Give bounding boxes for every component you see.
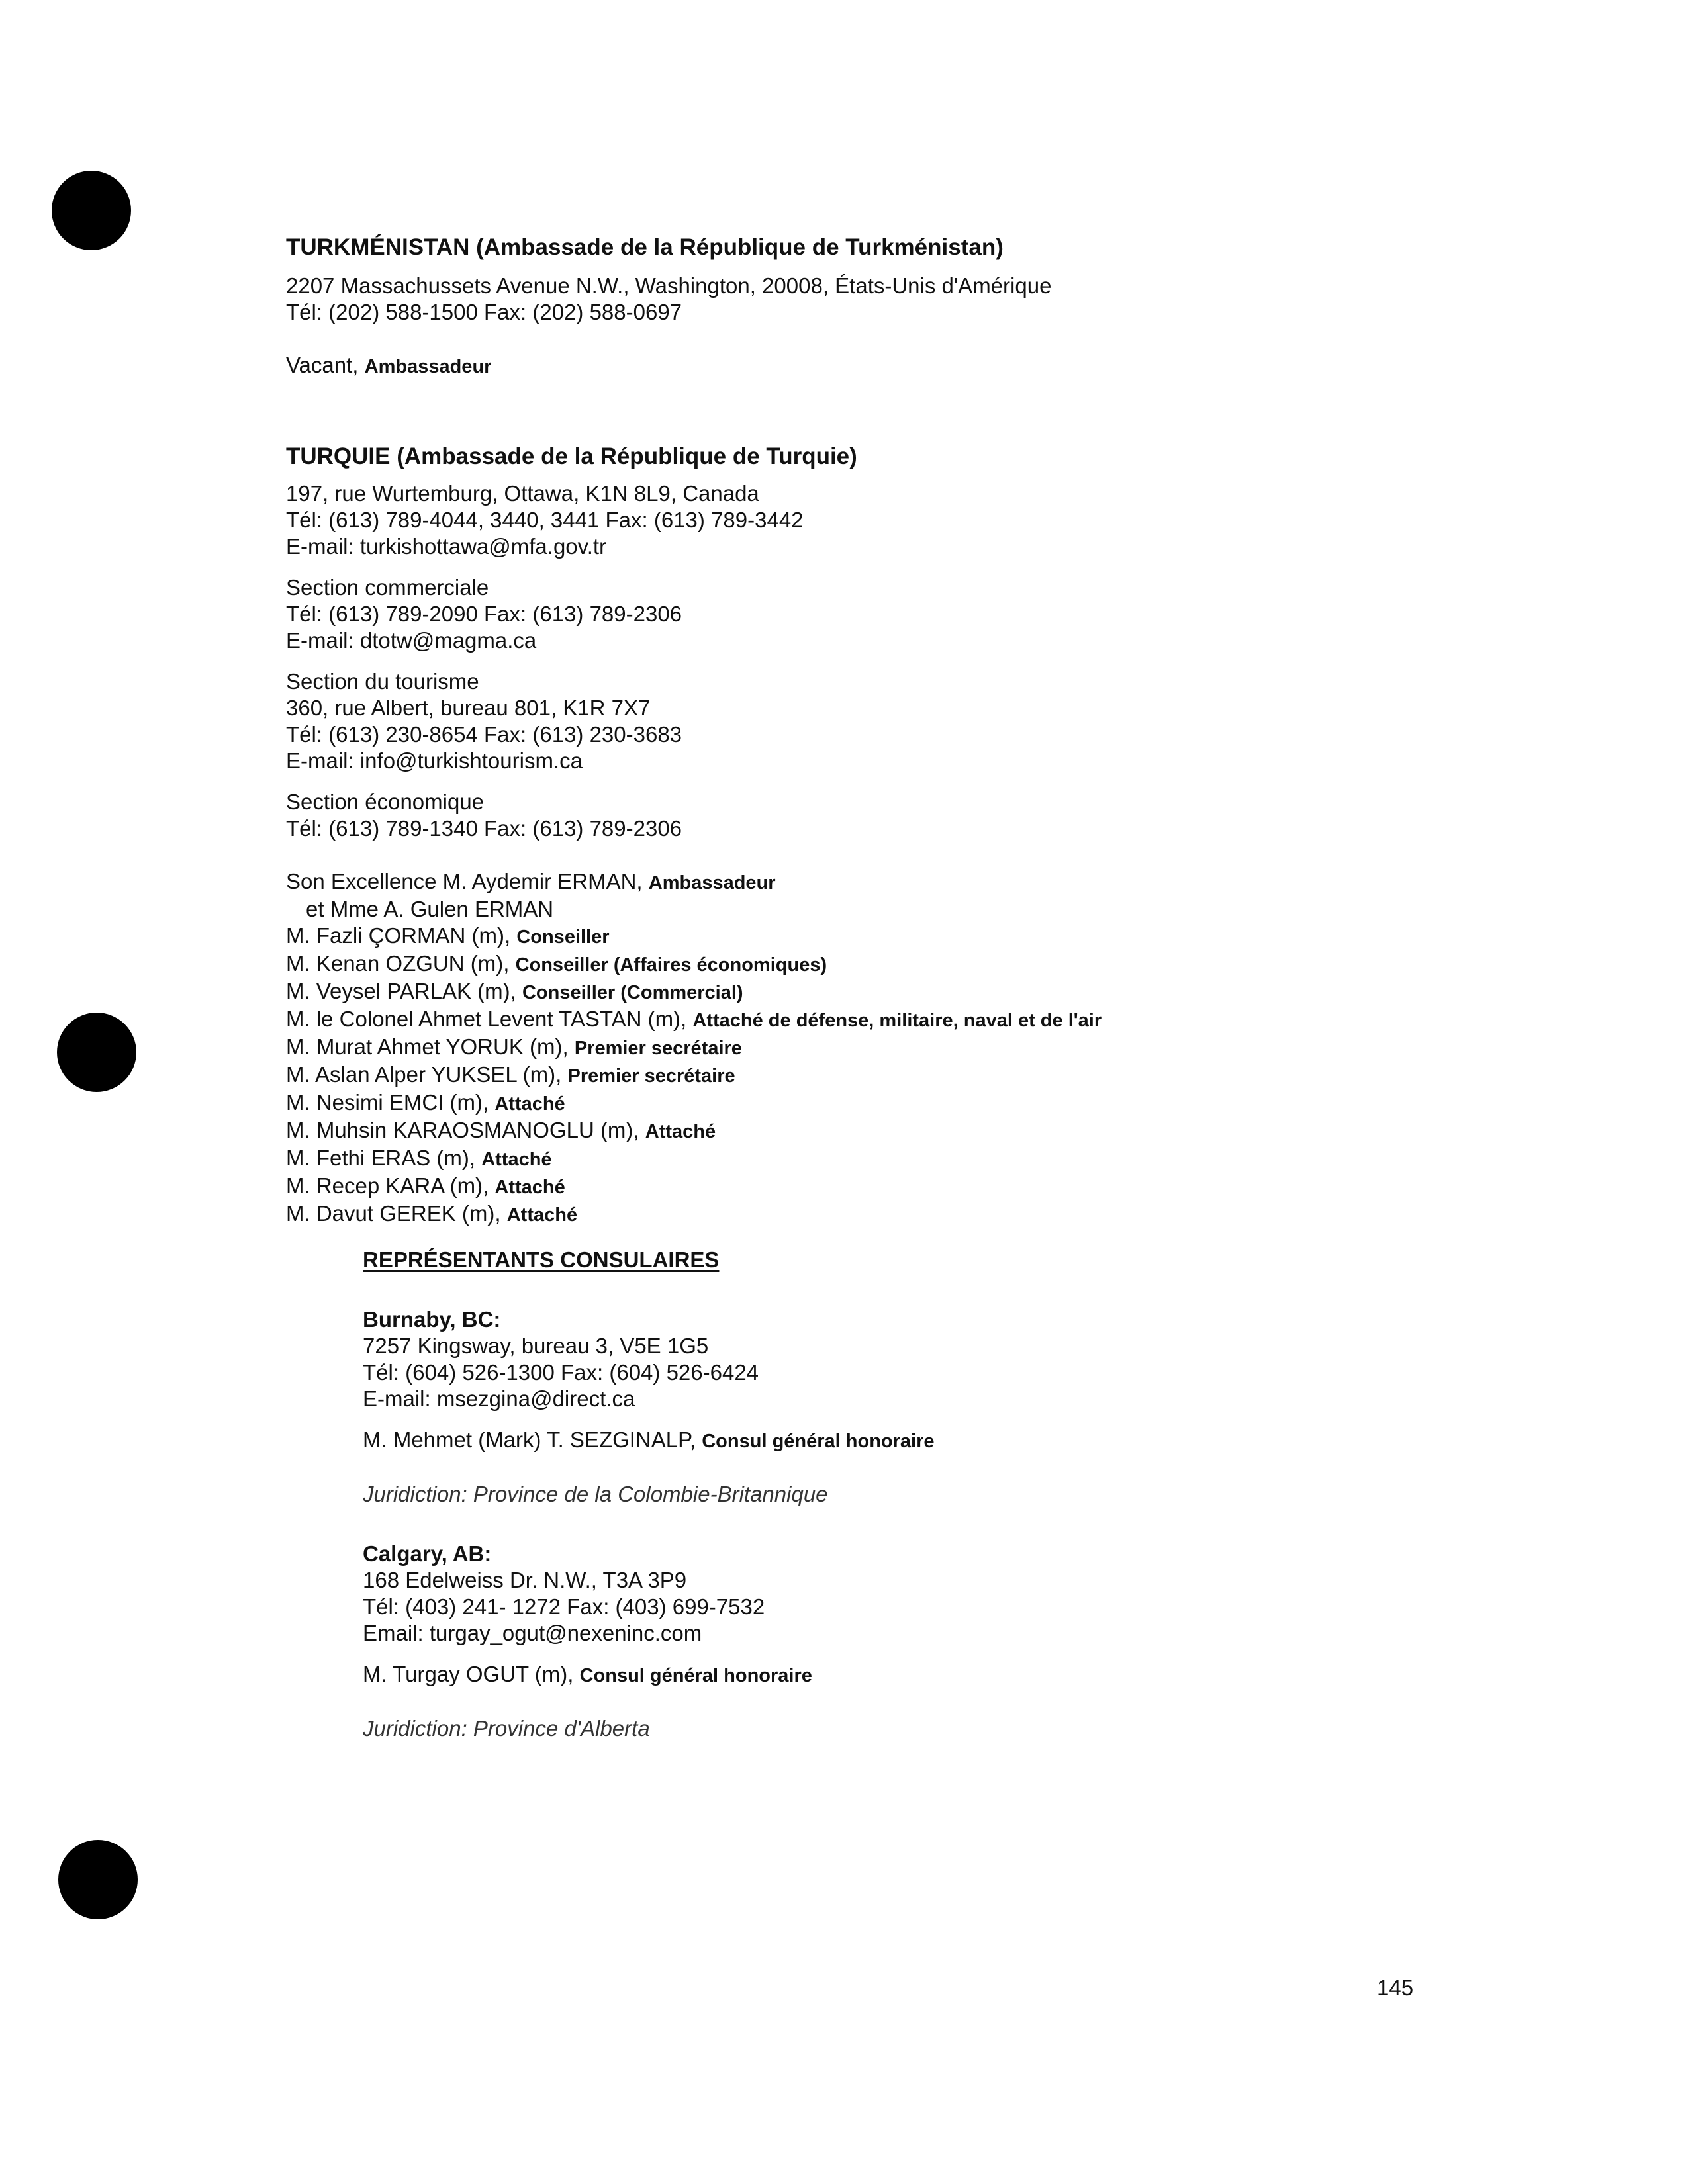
section-commerciale [286,574,1610,654]
burnaby-city: Burnaby, BC: [363,1307,501,1332]
turkmenistan-phone: Tél: (202) 588-1500 Fax: (202) 588-0697 [286,300,682,324]
burnaby-consul [363,1427,1620,1455]
burnaby-address: 7257 Kingsway, bureau 3, V5E 1G5 [363,1334,709,1358]
calgary-phone: Tél: (403) 241- 1272 Fax: (403) 699-7532 [363,1594,765,1619]
staff-item [286,1201,1610,1228]
staff-item [286,1117,1610,1145]
turquie-email: E-mail: turkishottawa@mfa.gov.tr [286,534,607,559]
ambassador-name: Vacant, [286,353,359,377]
ambassador-title: Ambassadeur [364,356,492,377]
section-line: Section du tourisme [286,669,479,694]
calgary-address: 168 Edelweiss Dr. N.W., T3A 3P9 [363,1568,687,1592]
section-line: Tél: (613) 789-1340 Fax: (613) 789-2306 [286,816,682,841]
staff-name: Son Excellence M. Aydemir ERMAN, [286,869,643,893]
staff-item [286,1006,1610,1034]
staff-title: Attaché [494,1177,565,1198]
staff-title: Ambassadeur [648,872,776,893]
staff-name: M. Aslan Alper YUKSEL (m), [286,1062,562,1087]
turkmenistan-address: 2207 Massachussets Avenue N.W., Washington, 20008, États-Unis d'Amérique [286,273,1052,298]
burnaby-phone: Tél: (604) 526-1300 Fax: (604) 526-6424 [363,1360,759,1385]
calgary-block [363,1541,1620,1742]
consul-name: M. Turgay OGUT (m), [363,1662,574,1686]
staff-item [286,1062,1610,1089]
burnaby-email: E-mail: msezgina@direct.ca [363,1387,635,1411]
staff-item [286,868,1610,896]
staff-title: Premier secrétaire [567,1066,735,1087]
section-line: Tél: (613) 789-2090 Fax: (613) 789-2306 [286,602,682,626]
binder-hole-top [52,171,131,250]
section-tourisme [286,668,1610,774]
staff-title: Conseiller (Affaires économiques) [515,954,827,976]
turkmenistan-ambassador [286,352,1610,380]
staff-name: M. Kenan OZGUN (m), [286,951,510,976]
binder-hole-bottom [58,1840,138,1919]
staff-name: M. Fazli ÇORMAN (m), [286,923,511,948]
calgary-city: Calgary, AB: [363,1541,492,1566]
turkmenistan-heading: TURKMÉNISTAN (Ambassade de la République de Turkménistan) [286,234,1004,260]
staff-item [286,1145,1610,1173]
turquie-section [286,442,1610,1228]
staff-name: M. Murat Ahmet YORUK (m), [286,1034,569,1059]
consular-heading: REPRÉSENTANTS CONSULAIRES [363,1248,720,1272]
staff-name: M. Fethi ERAS (m), [286,1146,476,1170]
staff-title: Attaché de défense, militaire, naval et de l'air [692,1010,1102,1031]
turquie-phone: Tél: (613) 789-4044, 3440, 3441 Fax: (613) 789-3442 [286,508,804,532]
section-line: Section économique [286,790,485,814]
burnaby-block [363,1306,1620,1508]
staff-name: M. Nesimi EMCI (m), [286,1090,489,1115]
section-economique [286,789,1610,842]
section-line: E-mail: dtotw@magma.ca [286,628,537,653]
staff-title: Conseiller [516,927,610,948]
calgary-consul [363,1661,1620,1689]
staff-list [286,868,1610,1228]
section-line: Tél: (613) 230-8654 Fax: (613) 230-3683 [286,722,682,747]
section-line: 360, rue Albert, bureau 801, K1R 7X7 [286,696,651,720]
turquie-heading: TURQUIE (Ambassade de la République de Turquie) [286,443,857,469]
staff-title: Attaché [645,1121,716,1142]
binder-hole-middle [57,1013,136,1092]
consul-title: Consul général honoraire [579,1665,812,1686]
staff-name: M. le Colonel Ahmet Levent TASTAN (m), [286,1007,687,1031]
page-number: 145 [1377,1976,1414,2000]
turquie-address: 197, rue Wurtemburg, Ottawa, K1N 8L9, Canada [286,481,759,506]
calgary-jurisdiction: Juridiction: Province d'Alberta [363,1716,650,1741]
staff-title: Attaché [494,1093,565,1115]
staff-name: M. Veysel PARLAK (m), [286,979,516,1003]
staff-item [286,1173,1610,1201]
staff-item [286,923,1610,950]
staff-title: Conseiller (Commercial) [522,982,743,1003]
section-line: Section commerciale [286,575,489,600]
calgary-email: Email: turgay_ogut@nexeninc.com [363,1621,702,1645]
staff-title: Attaché [506,1205,578,1226]
consular-section [363,1247,1620,1742]
staff-name: M. Muhsin KARAOSMANOGLU (m), [286,1118,639,1142]
staff-item [286,1089,1610,1117]
staff-item [286,896,1610,923]
staff-title: Premier secrétaire [574,1038,742,1059]
consul-name: M. Mehmet (Mark) T. SEZGINALP, [363,1428,696,1452]
staff-title: Attaché [481,1149,552,1170]
staff-name: M. Davut GEREK (m), [286,1201,501,1226]
turkmenistan-section [286,233,1610,380]
staff-item [286,950,1610,978]
section-line: E-mail: info@turkishtourism.ca [286,749,583,773]
staff-item [286,1034,1610,1062]
staff-name: M. Recep KARA (m), [286,1173,489,1198]
consul-title: Consul général honoraire [702,1431,935,1452]
burnaby-jurisdiction: Juridiction: Province de la Colombie-Britannique [363,1482,828,1506]
staff-name: et Mme A. Gulen ERMAN [306,897,554,921]
staff-item [286,978,1610,1006]
